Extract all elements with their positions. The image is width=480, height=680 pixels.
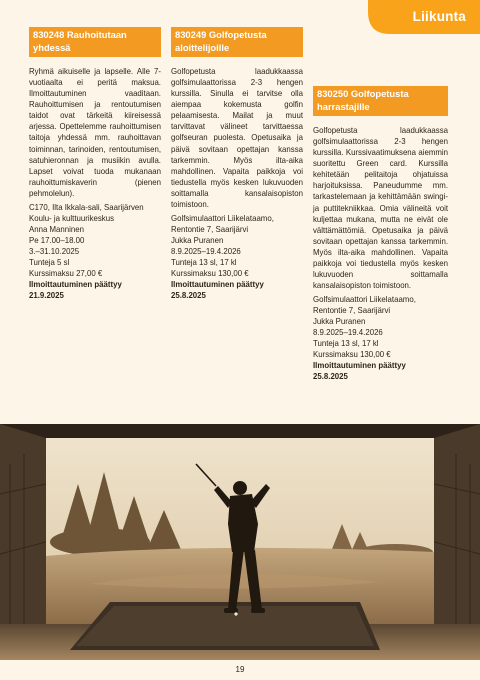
course-830249 (171, 27, 303, 301)
course-dates: 8.9.2025–19.4.2026 (171, 246, 241, 256)
course-title: 830249 Golfopetusta aloittelijoille (171, 27, 303, 57)
course-hours: Tunteja 13 sl, 17 kl (313, 339, 379, 349)
course-hours: Tunteja 13 sl, 17 kl (171, 257, 237, 267)
course-fee: Kurssimaksu 130,00 € (171, 269, 249, 279)
golf-simulator-photo (0, 424, 480, 660)
course-description: Ryhmä aikuiselle ja lapselle. Alle 7-vuotiaalta ei peritä maksua. Ilmoittautuminen vaaditaan. Rauhoittumisen ja rentoutumisen taidot ovat tärkeitä kiireisessä arjessa. Opettelemme rauhoittumisen taitoja yhdessä mm. rauhoittavan toiminnan, tarinoiden, rentoutumisen, satuhieronnan ja musiikin avulla. Lapset voivat tuoda mukanaan rauhoittumiskaverin (pienen pehmolelun). (29, 67, 161, 198)
course-location: Golfsimulaattori Liikelataamo, (171, 213, 274, 223)
course-830250 (313, 86, 448, 382)
course-time: Pe 17.00–18.00 (29, 235, 85, 245)
course-dates: 8.9.2025–19.4.2026 (313, 328, 383, 338)
course-description: Golfopetusta laadukkaassa golfsimulaattorissa 2-3 hengen kurssilla. Kurssivaatimuksena aiemmin suoritettu Green card. Kurssilla kehitetään pelitaitoja ohjatuissa harjoituksissa. Paneudumme mm. tarkastelemaan ja kehittämään swingi- ja puttitekniikkaa. Omia välineitä voit kuljettaa mukana, mutta ne eivät ole välttämättömiä. Opetusaika ja päivä sovitaan opettajan kanssa tarkemmin. Myös ilta-aika mahdollinen. Vapaita paikkoja voi tiedustella myös kesken lukuvuoden soittamalla kansalaisopiston toimistoon. (313, 126, 448, 290)
course-title: 830250 Golfopetusta harrastajille (313, 86, 448, 116)
course-830248 (29, 27, 161, 301)
course-teacher: Jukka Puranen (171, 235, 224, 245)
course-teacher: Jukka Puranen (313, 316, 366, 326)
deadline-date: 25.8.2025 (171, 291, 206, 301)
course-info (29, 202, 161, 301)
course-location: C170, Ilta Ikkala-sali, Saarijärven (29, 202, 144, 212)
deadline-date: 25.8.2025 (313, 372, 348, 382)
course-dates: 3.–31.10.2025 (29, 246, 80, 256)
course-location-2: Koulu- ja kulttuurikeskus (29, 213, 115, 223)
page-number: 19 (235, 665, 245, 674)
course-description: Golfopetusta laadukkaassa golfsimulaattorissa 2-3 hengen kurssilla. Sinulla ei tarvitse olla aiempaa kokemusta golfin pelaamisesta. Mailat ja muut tarvittavat välineet tarvittaessa golfseuran puolesta. Opetusaika ja päivä sovitaan opettajan kanssa tarkemmin. Myös ilta-aika mahdollinen. Vapaita paikkoja voi tiedustella myös kesken lukuvuoden soittamalla kansalaisopiston toimistoon. (171, 67, 303, 209)
course-fee: Kurssimaksu 130,00 € (313, 350, 391, 360)
course-hours: Tunteja 5 sl (29, 257, 70, 267)
course-title: 830248 Rauhoitutaan yhdessä (29, 27, 161, 57)
deadline-label: Ilmoittautuminen päättyy (171, 280, 264, 290)
deadline-date: 21.9.2025 (29, 291, 64, 301)
deadline-label: Ilmoittautuminen päättyy (29, 280, 122, 290)
section-label: Liikunta (412, 9, 466, 24)
course-location: Golfsimulaattori Liikelataamo, Rentontie 7, Saarijärvi (313, 294, 416, 315)
course-info (171, 213, 303, 301)
course-location-2: Rentontie 7, Saarijärvi (171, 224, 249, 234)
course-fee: Kurssimaksu 27,00 € (29, 269, 103, 279)
course-info (313, 294, 448, 382)
course-teacher: Anna Manninen (29, 224, 84, 234)
deadline-label: Ilmoittautuminen päättyy (313, 361, 406, 371)
